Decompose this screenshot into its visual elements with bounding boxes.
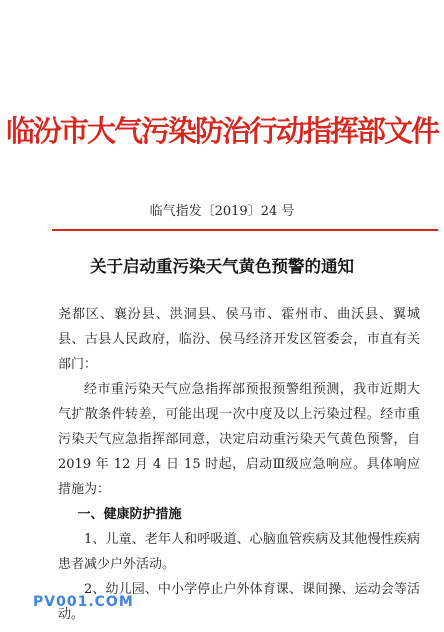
body-paragraph: 经市重污染天气应急指挥部预报预警组预测，我市近期大气扩散条件转差，可能出现一次中度及以上污染过程。经市重污染天气应急指挥部同意，决定启动重污染天气黄色预警，自 2019 年 12 月 4 日 15 时起，启动Ⅲ级应急响应。具体响应措施为： bbox=[58, 382, 420, 497]
document-body bbox=[58, 302, 420, 627]
section-heading: 一、健康防护措施 bbox=[77, 507, 182, 522]
list-item: 2、幼儿园、中小学停止户外体育课、课间操、运动会等活动。 bbox=[58, 582, 420, 622]
notice-title: 关于启动重污染天气黄色预警的通知 bbox=[90, 257, 354, 276]
document-number: 临气指发〔2019〕24 号 bbox=[149, 204, 295, 219]
list-item: 1、儿童、老年人和呼吸道、心脑血管疾病及其他慢性疾病患者减少户外活动。 bbox=[58, 532, 420, 572]
watermark-logo: PV001.COM bbox=[33, 594, 134, 610]
recipients-paragraph: 尧都区、襄汾县、洪洞县、侯马市、霍州市、曲沃县、翼城县、古县人民政府，临汾、侯马经济开发区管委会，市直有关部门： bbox=[58, 307, 420, 372]
red-divider-line bbox=[52, 229, 438, 231]
document-header-title: 临汾市大气污染防治行动指挥部文件 bbox=[5, 114, 438, 148]
